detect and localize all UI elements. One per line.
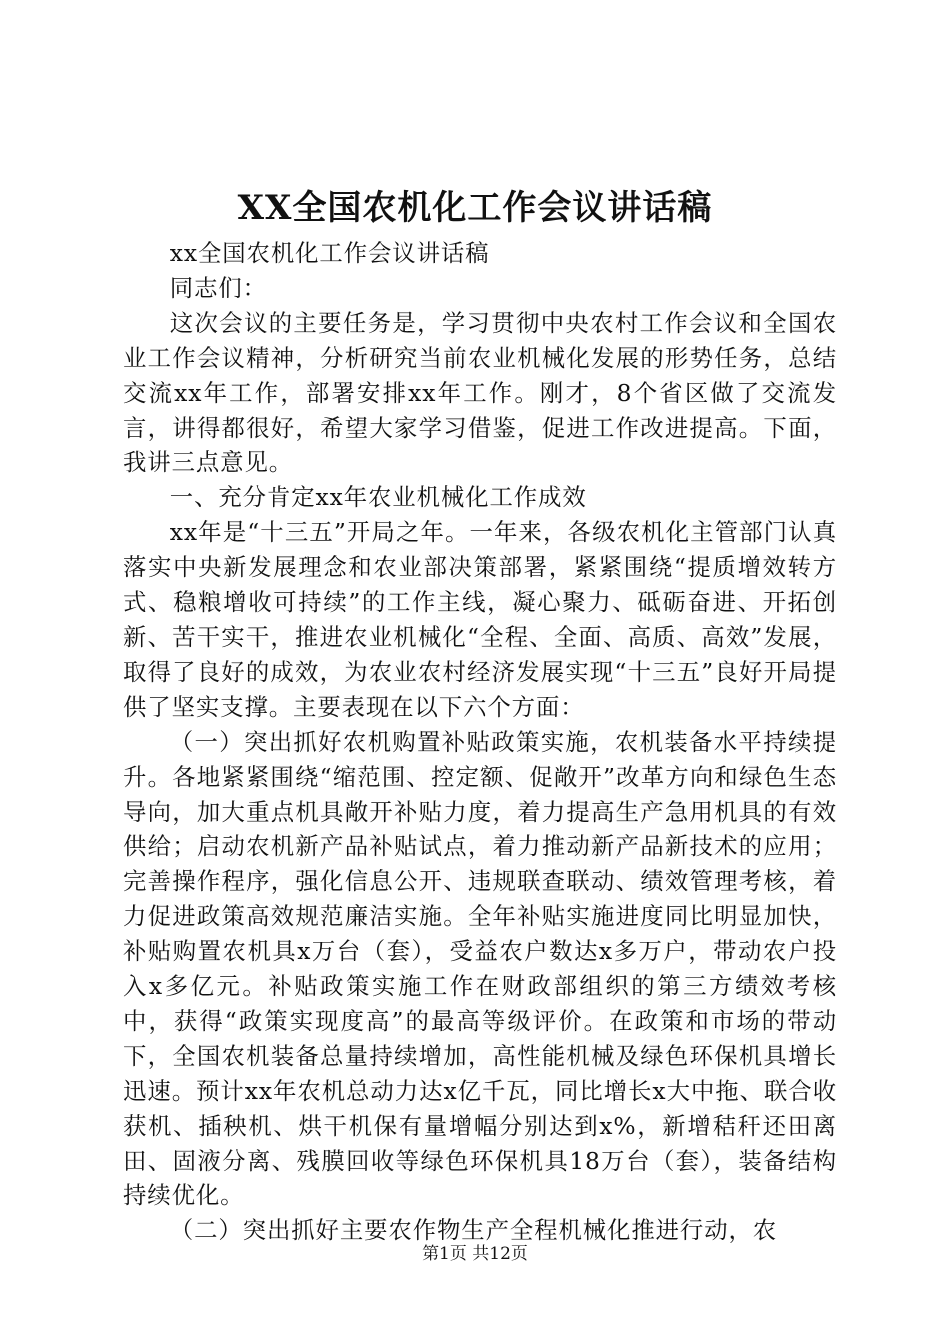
- paragraph-subtitle: xx全国农机化工作会议讲话稿: [169, 239, 490, 267]
- paragraph-achievements: xx年是“十三五”开局之年。一年来，各级农机化主管部门认真落实中央新发展理念和农业部决策部署，紧紧围绕“提质增效转方式、稳粮增收可持续”的工作主线，凝心聚力、砥砺奋进、开拓创新、苦干实干，推进农业机械化“全程、全面、高质、高效”发展，取得了良好的成效，为农业农村经济发展实现“十三五”良好开局提供了坚实支撑。主要表现在以下六个方面：: [123, 518, 837, 721]
- document-title: XX全国农机化工作会议讲话稿: [237, 188, 713, 228]
- paragraph-salutation: 同志们：: [169, 273, 267, 302]
- paragraph-mechanization: （二）突出抓好主要农作物生产全程机械化推进行动，农: [169, 1216, 778, 1245]
- document-body: [123, 236, 837, 1248]
- page-footer: 第1页 共12页: [422, 1244, 528, 1264]
- paragraph-intro: 这次会议的主要任务是，学习贯彻中央农村工作会议和全国农业工作会议精神，分析研究当前农业机械化发展的形势任务，总结交流xx年工作，部署安排xx年工作。刚才，8个省区做了交流发言，讲得都很好，希望大家学习借鉴，促进工作改进提高。下面，我讲三点意见。: [123, 308, 837, 477]
- section-heading-1: 一、充分肯定xx年农业机械化工作成效: [169, 483, 587, 512]
- paragraph-subsidy: （一）突出抓好农机购置补贴政策实施，农机装备水平持续提升。各地紧紧围绕“缩范围、控定额、促敞开”改革方向和绿色生态导向，加大重点机具敞开补贴力度，着力提高生产急用机具的有效供给；启动农机新产品补贴试点，着力推动新产品新技术的应用；完善操作程序，强化信息公开、违规联查联动、绩效管理考核，着力促进政策高效规范廉洁实施。全年补贴实施进度同比明显加快，补贴购置农机具x万台（套），受益农户数达x多万户，带动农户投入x多亿元。补贴政策实施工作在财政部组织的第三方绩效考核中，获得“政策实现度高”的最高等级评价。在政策和市场的带动下，全国农机装备总量持续增加，高性能机械及绿色环保机具增长迅速。预计xx年农机总动力达x亿千瓦，同比增长x大中拖、联合收获机、插秧机、烘干机保有量增幅分别达到x%，新增秸秆还田离田、固液分离、残膜回收等绿色环保机具18万台（套），装备结构持续优化。: [123, 727, 837, 1210]
